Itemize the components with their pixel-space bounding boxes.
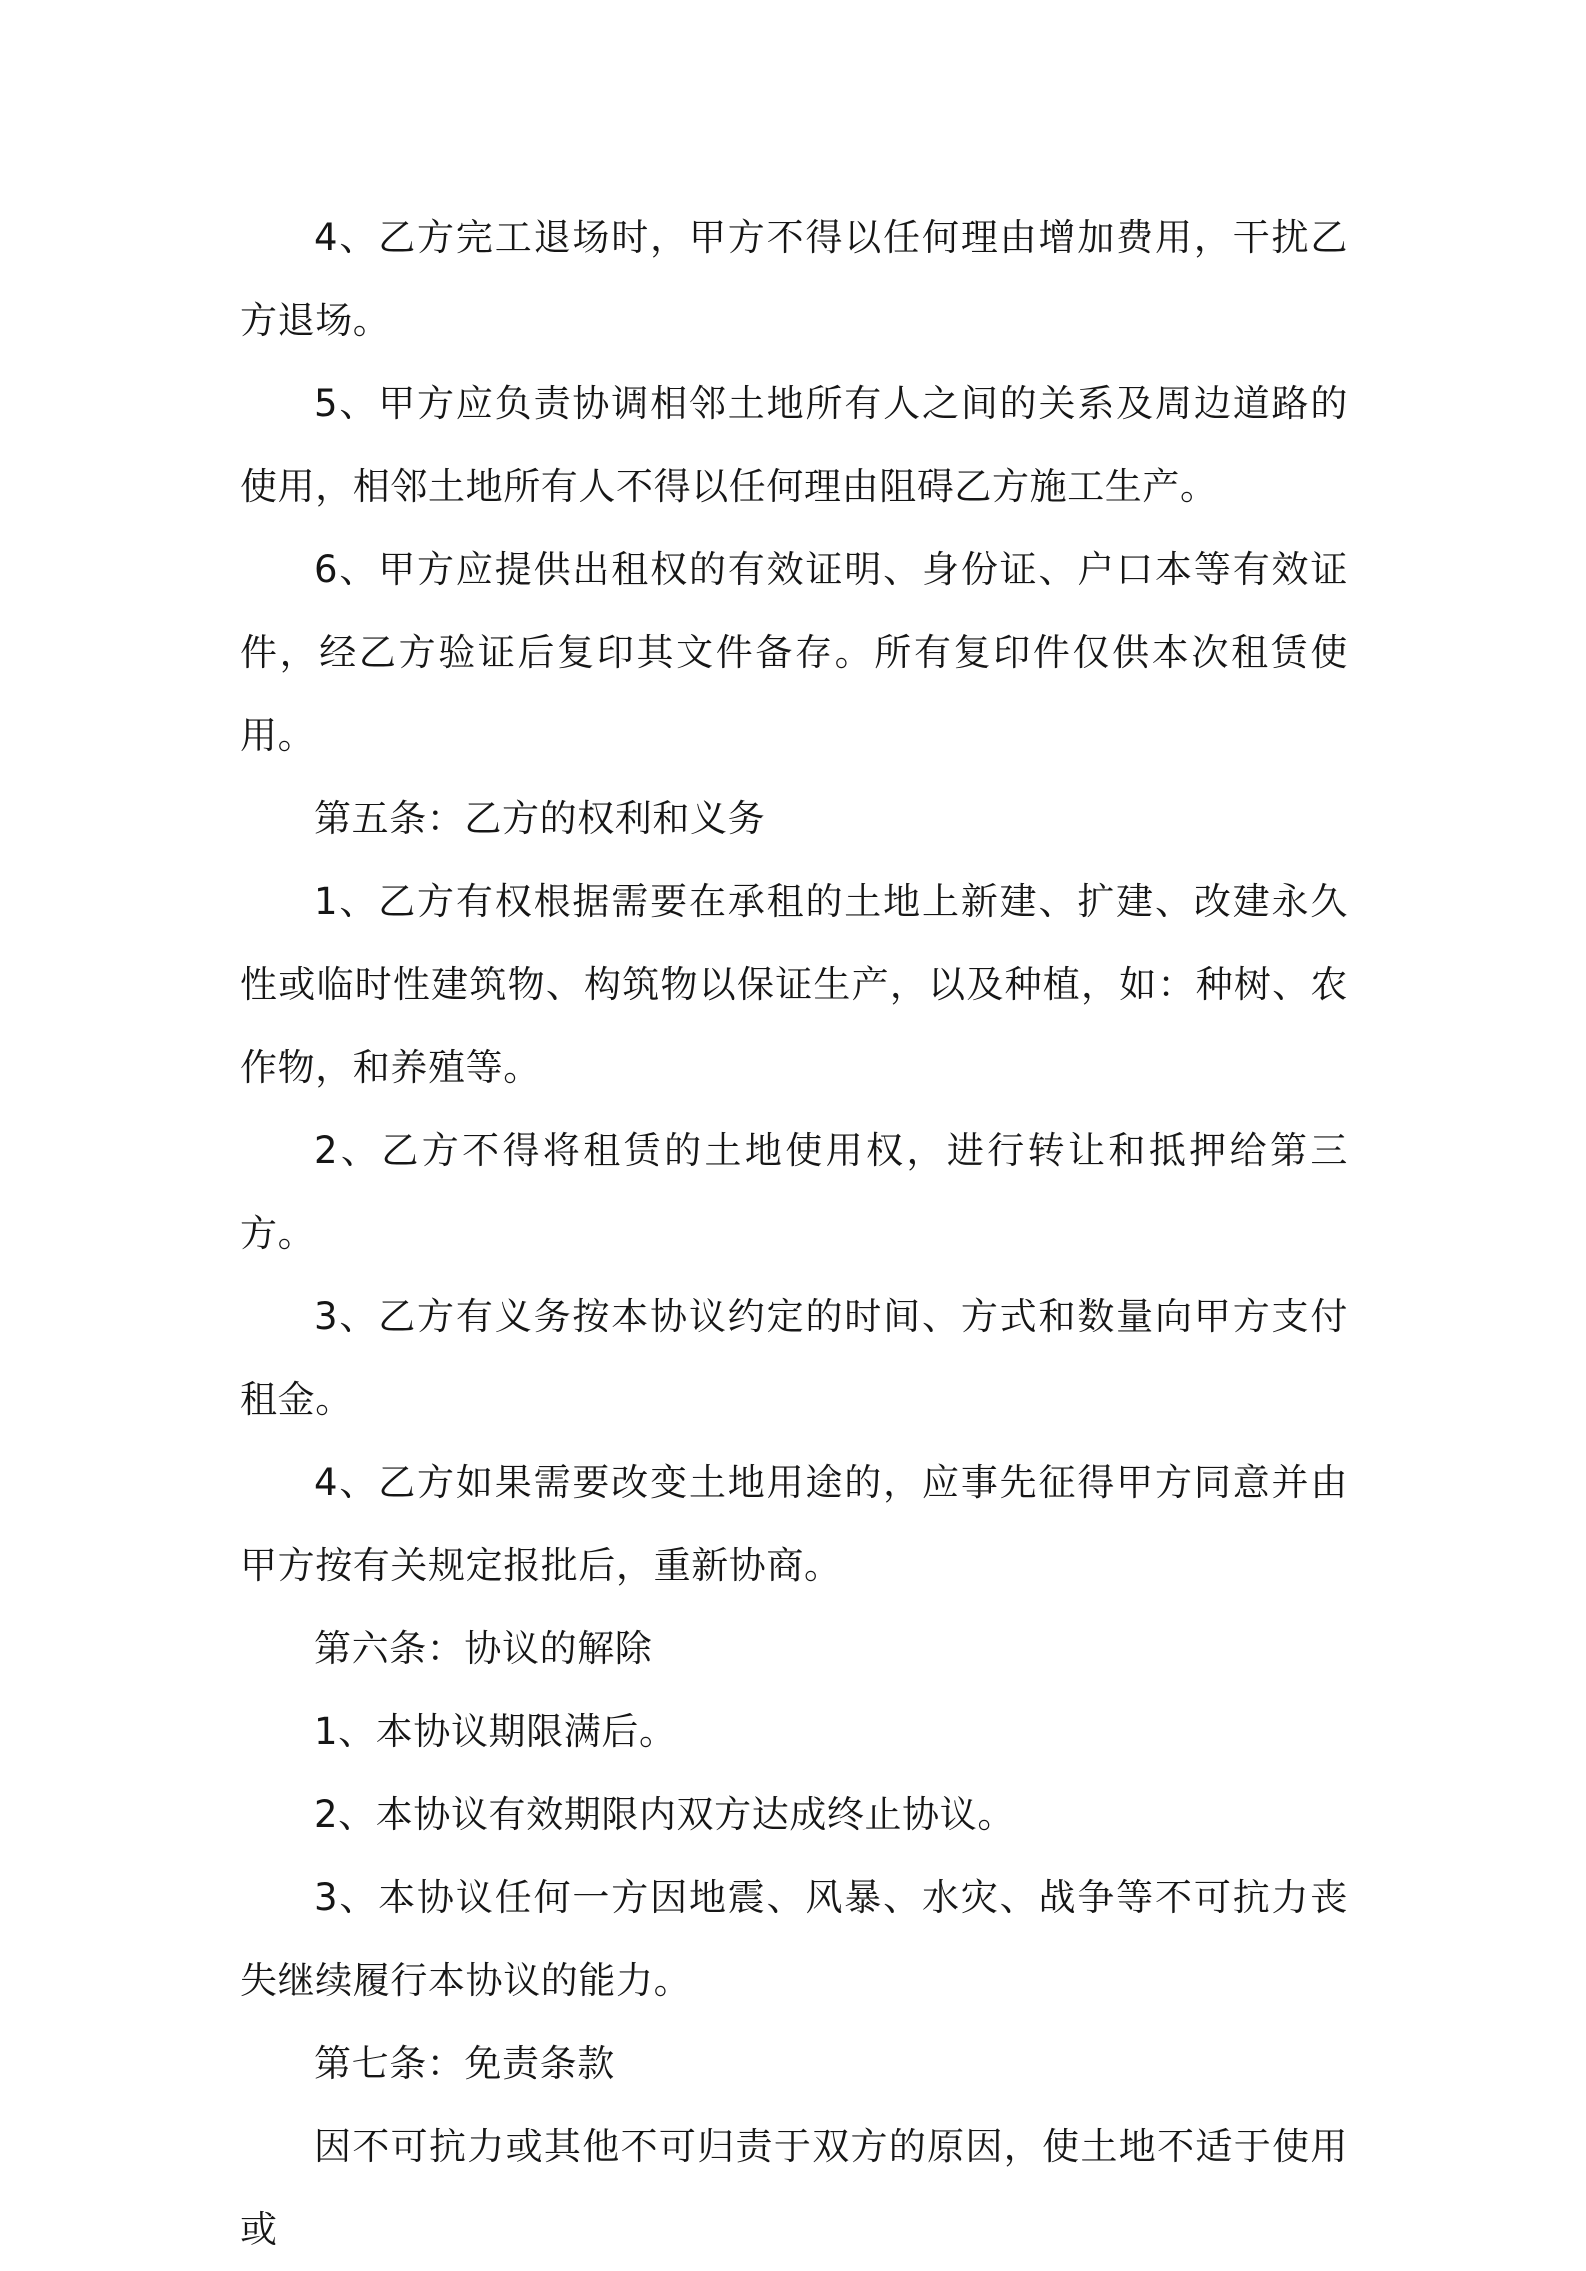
clause-paragraph: 6、甲方应提供出租权的有效证明、身份证、户口本等有效证件，经乙方验证后复印其文件备存。所有复印件仅供本次租赁使用。 <box>240 548 1348 757</box>
clause-paragraph: 1、本协议期限满后。 <box>314 1710 677 1753</box>
clause-paragraph: 2、乙方不得将租赁的土地使用权，进行转让和抵押给第三方。 <box>240 1129 1348 1255</box>
document-body <box>240 196 1348 2271</box>
clause-paragraph: 3、乙方有义务按本协议约定的时间、方式和数量向甲方支付租金。 <box>240 1295 1348 1421</box>
section-heading: 第七条：免责条款 <box>314 2042 615 2085</box>
clause-paragraph: 2、本协议有效期限内双方达成终止协议。 <box>314 1793 1015 1836</box>
section-heading: 第五条：乙方的权利和义务 <box>314 797 766 840</box>
clause-paragraph: 5、甲方应负责协调相邻土地所有人之间的关系及周边道路的使用，相邻土地所有人不得以任何理由阻碍乙方施工生产。 <box>240 382 1348 508</box>
clause-paragraph: 因不可抗力或其他不可归责于双方的原因，使土地不适于使用或 <box>240 2125 1348 2251</box>
section-heading: 第六条：协议的解除 <box>314 1627 653 1670</box>
clause-paragraph: 4、乙方如果需要改变土地用途的，应事先征得甲方同意并由甲方按有关规定报批后，重新协商。 <box>240 1461 1348 1587</box>
clause-paragraph: 3、本协议任何一方因地震、风暴、水灾、战争等不可抗力丧失继续履行本协议的能力。 <box>240 1876 1348 2002</box>
clause-paragraph: 1、乙方有权根据需要在承租的土地上新建、扩建、改建永久性或临时性建筑物、构筑物以保证生产，以及种植，如：种树、农作物，和养殖等。 <box>240 880 1348 1089</box>
clause-paragraph: 4、乙方完工退场时，甲方不得以任何理由增加费用，干扰乙方退场。 <box>240 216 1348 342</box>
